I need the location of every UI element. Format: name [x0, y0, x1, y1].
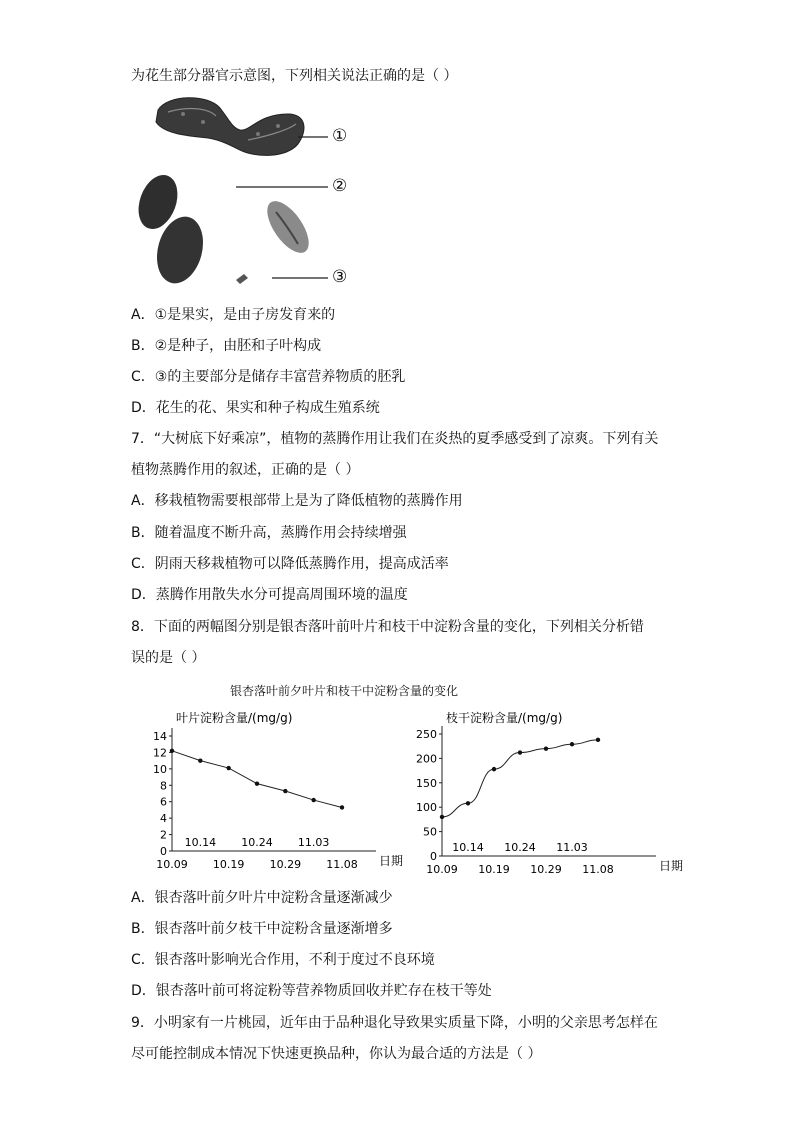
data-point [492, 767, 496, 771]
y-tick-label: 250 [416, 728, 437, 741]
data-point [198, 758, 202, 762]
x-tick-label-top: 10.14 [184, 836, 217, 849]
q7-option-a: A．移栽植物需要根部带上是为了降低植物的蒸腾作用 [131, 493, 463, 509]
figure-title: 银杏落叶前夕叶片和枝干中淀粉含量的变化 [230, 684, 459, 698]
y-tick-label: 8 [160, 779, 167, 793]
data-point [283, 789, 287, 793]
branch-starch-chart [410, 708, 692, 876]
peanut-embryo [236, 274, 248, 284]
label-3: ③ [332, 267, 348, 287]
y-tick-label: 150 [416, 776, 437, 790]
y-tick-label: 4 [160, 812, 167, 826]
x-tick-label: 10.29 [269, 858, 302, 871]
y-tick-label: 0 [160, 845, 167, 858]
q9-stem-2: 尽可能控制成本情况下快速更换品种，你认为最合适的方法是（ ） [131, 1046, 542, 1062]
peanut-figure [128, 92, 368, 292]
q6-option-d: D．花生的花、果实和种子构成生殖系统 [131, 400, 380, 416]
q6-option-a: A．①是果实，是由子房发育来的 [131, 307, 336, 323]
q8-option-b: B．银杏落叶前夕枝干中淀粉含量逐渐增多 [131, 921, 393, 937]
x-tick-label: 10.19 [478, 863, 510, 876]
y-tick-label: 12 [153, 746, 167, 760]
q7-stem-2: 植物蒸腾作用的叙述，正确的是（ ） [131, 462, 360, 478]
x-axis-label: 日期 [659, 859, 684, 873]
y-tick-label: 14 [153, 730, 167, 743]
peanut-pod-shape [156, 98, 304, 156]
label-1: ① [332, 126, 348, 146]
q8-option-d: D．银杏落叶前可将淀粉等营养物质回收并贮存在枝干等处 [131, 983, 492, 999]
data-point [311, 798, 315, 802]
y-axis-label: 枝干淀粉含量/(mg/g) [446, 711, 563, 725]
x-tick-label-top: 10.24 [241, 836, 273, 849]
x-tick-label-top: 10.14 [452, 841, 484, 854]
x-tick-label-top: 11.03 [297, 836, 330, 849]
y-tick-label: 6 [160, 795, 167, 809]
data-point [570, 742, 574, 746]
x-axis-label: 日期 [379, 854, 404, 868]
x-tick-label: 10.29 [530, 863, 562, 876]
data-point [544, 746, 548, 750]
data-point [596, 738, 600, 742]
leaf-starch-chart [140, 708, 410, 876]
q8-stem-2: 误的是（ ） [131, 650, 206, 666]
label-2: ② [332, 176, 348, 196]
y-tick-label: 2 [160, 828, 167, 842]
q9-stem-1: 9．小明家有一片桃园，近年由于品种退化导致果实质量下降，小明的父亲思考怎样在 [131, 1015, 658, 1031]
data-point [226, 766, 230, 770]
x-tick-label: 11.08 [582, 863, 614, 876]
x-tick-label: 10.09 [426, 863, 458, 876]
q8-stem-1: 8．下面的两幅图分别是银杏落叶前叶片和枝干中淀粉含量的变化，下列相关分析错 [131, 619, 644, 635]
data-point [518, 750, 522, 754]
q8-option-c: C．银杏落叶影响光合作用，不利于度过不良环境 [131, 952, 435, 968]
q6-option-b: B．②是种子，由胚和子叶构成 [131, 338, 322, 354]
q7-option-b: B．随着温度不断升高，蒸腾作用会持续增强 [131, 525, 407, 541]
q6-stem: 为花生部分器官示意图，下列相关说法正确的是（ ） [131, 68, 458, 84]
x-tick-label: 10.09 [156, 858, 188, 871]
q7-option-c: C．阴雨天移栽植物可以降低蒸腾作用，提高成活率 [131, 556, 449, 572]
y-tick-label: 0 [430, 850, 437, 863]
x-tick-label-top: 10.24 [504, 841, 536, 854]
y-tick-label: 10 [153, 762, 167, 776]
q7-stem-1: 7．“大树底下好乘凉”，植物的蒸腾作用让我们在炎热的夏季感受到了凉爽。下列有关 [131, 431, 659, 447]
x-tick-label: 11.08 [326, 858, 358, 871]
x-tick-label-top: 11.03 [556, 841, 588, 854]
y-tick-label: 100 [416, 801, 437, 815]
y-tick-label: 200 [416, 752, 437, 766]
data-point [340, 805, 344, 809]
data-point [255, 781, 259, 785]
data-point [440, 815, 444, 819]
y-tick-label: 50 [423, 825, 437, 839]
series-line [172, 751, 342, 808]
q7-option-d: D．蒸腾作用散失水分可提高周围环境的温度 [131, 587, 408, 603]
y-axis-label: 叶片淀粉含量/(mg/g) [176, 711, 293, 725]
q8-option-a: A．银杏落叶前夕叶片中淀粉含量逐渐减少 [131, 890, 393, 906]
x-tick-label: 10.19 [212, 858, 245, 871]
data-point [170, 749, 174, 753]
data-point [466, 801, 470, 805]
q6-option-c: C．③的主要部分是储存丰富营养物质的胚乳 [131, 369, 406, 385]
